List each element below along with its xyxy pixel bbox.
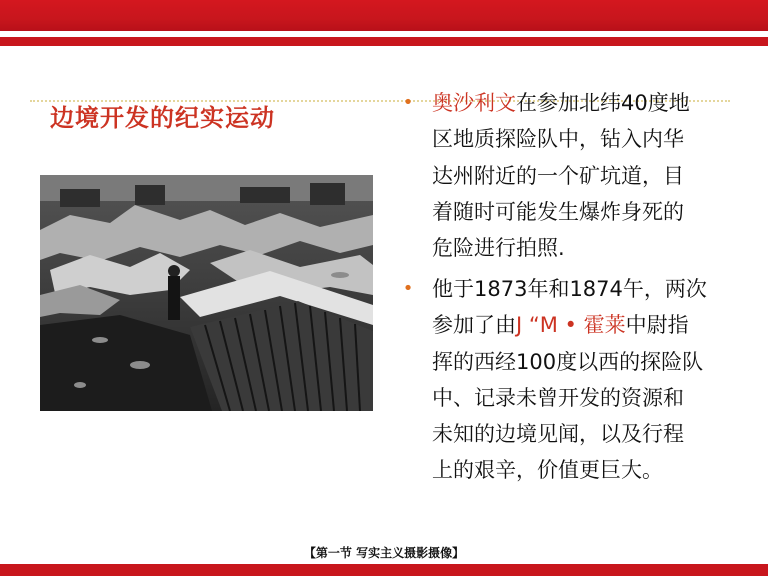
bullet-marker: •	[402, 278, 414, 299]
bullet-line	[432, 85, 690, 121]
line-text: 他于1873年和1874午，两次	[432, 277, 707, 301]
footer-caption: 【第一节 写实主义摄影摄像】	[303, 546, 465, 560]
line-text: 着随时可能发生爆炸身死的	[432, 200, 684, 224]
footer-red-band	[0, 564, 768, 576]
line-text: 区地质探险队中，钻入内华	[432, 127, 684, 151]
bullet-line	[432, 380, 684, 416]
bullet-line	[432, 230, 565, 266]
bullet-line	[432, 194, 684, 230]
photo-figure	[168, 265, 180, 320]
line-text: 中尉指	[625, 313, 689, 337]
line-text: 挥的西经100度以西的探险队	[432, 350, 704, 374]
line-text: 达州附近的一个矿坑道，目	[432, 164, 684, 188]
bullet-list	[400, 0, 740, 500]
bullet-line	[432, 271, 707, 307]
line-text: 上的艰辛，价值更巨大。	[432, 458, 663, 482]
bullet-marker: •	[402, 92, 414, 113]
highlighted-name: 奥沙利文	[432, 91, 516, 115]
bullet-line	[432, 158, 684, 194]
slide-title: 边境开发的纪实运动	[50, 104, 275, 132]
line-text: 未知的边境见闻，以及行程	[432, 422, 684, 446]
highlighted-name: J “M • 霍莱	[516, 313, 626, 337]
bullet-line	[432, 307, 689, 343]
line-text: 危险进行拍照.	[432, 236, 565, 260]
bullet-line	[432, 121, 684, 157]
bullet-line	[432, 344, 703, 380]
line-text: 在参加北纬40度地	[516, 91, 690, 115]
line-text: 参加了由	[432, 313, 516, 337]
bullet-line	[432, 452, 663, 488]
bullet-line	[432, 416, 684, 452]
line-text: 中、记录未曾开发的资源和	[432, 386, 684, 410]
mine-camp-photo	[40, 175, 373, 411]
